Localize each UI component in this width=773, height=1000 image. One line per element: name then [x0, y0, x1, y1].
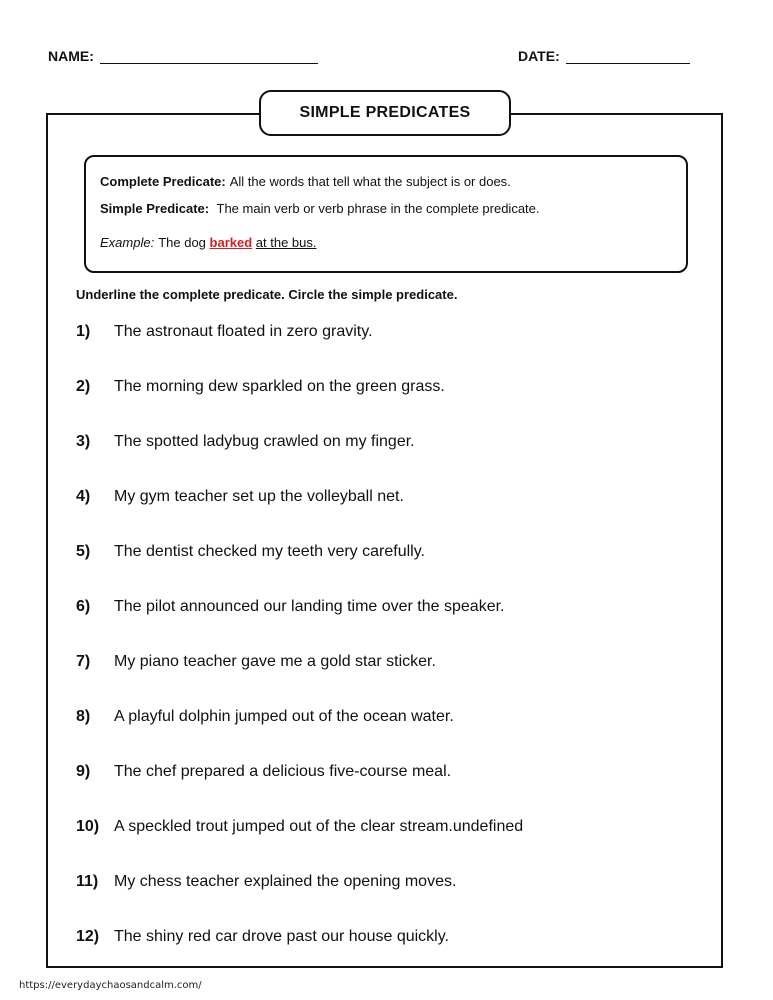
example-sentence [100, 235, 317, 250]
sentence-item[interactable] [76, 873, 696, 928]
sentence-item[interactable] [76, 928, 696, 983]
worksheet-title: SIMPLE PREDICATES [259, 90, 511, 136]
sentence-text[interactable]: The chef prepared a delicious five-course meal. [114, 763, 452, 780]
sentence-number: 2) [76, 378, 91, 395]
sentence-item[interactable] [76, 543, 696, 598]
sentence-text[interactable]: My chess teacher explained the opening moves. [114, 873, 457, 890]
sentence-number: 11) [76, 873, 99, 890]
date-label: DATE: [518, 48, 560, 64]
sentence-number: 4) [76, 488, 91, 505]
example-predicate-rest: at the bus. [255, 235, 317, 250]
sentence-number: 1) [76, 323, 91, 340]
sentence-number: 5) [76, 543, 91, 560]
sentence-item[interactable] [76, 653, 696, 708]
sentence-text[interactable]: The morning dew sparkled on the green grass. [114, 378, 445, 395]
example-label: Example: [100, 235, 155, 250]
sentence-text[interactable]: The astronaut floated in zero gravity. [114, 323, 373, 340]
sentence-text[interactable]: A playful dolphin jumped out of the ocean water. [114, 708, 454, 725]
definitions-box [84, 155, 688, 273]
sentence-number: 8) [76, 708, 91, 725]
sentence-text[interactable]: The pilot announced our landing time over the speaker. [114, 598, 505, 615]
sentence-item[interactable] [76, 818, 696, 873]
sentence-text[interactable]: The dentist checked my teeth very carefully. [114, 543, 425, 560]
date-field [518, 47, 690, 64]
sentence-number: 12) [76, 928, 100, 945]
sentence-item[interactable] [76, 433, 696, 488]
simple-predicate-term: Simple Predicate: [100, 201, 210, 216]
complete-predicate-definition [100, 174, 511, 189]
sentence-number: 3) [76, 433, 91, 450]
sentence-number: 7) [76, 653, 91, 670]
sentence-number: 9) [76, 763, 91, 780]
simple-predicate-text: The main verb or verb phrase in the complete predicate. [216, 201, 540, 216]
complete-predicate-text: All the words that tell what the subject is or does. [229, 174, 511, 189]
sentence-text[interactable]: My piano teacher gave me a gold star sticker. [114, 653, 436, 670]
simple-predicate-definition [100, 201, 540, 216]
footer-url: https://everydaychaosandcalm.com/ [19, 980, 202, 991]
sentence-text[interactable]: The shiny red car drove past our house quickly. [114, 928, 449, 945]
sentence-item[interactable] [76, 708, 696, 763]
date-blank-line[interactable] [566, 47, 690, 64]
name-label: NAME: [48, 48, 94, 64]
sentence-item[interactable] [76, 323, 696, 378]
sentence-text[interactable]: A speckled trout jumped out of the clear stream.undefined [114, 818, 524, 835]
sentence-number: 10) [76, 818, 100, 835]
instructions: Underline the complete predicate. Circle the simple predicate. [76, 287, 458, 302]
sentence-number: 6) [76, 598, 91, 615]
example-subject: The dog [158, 235, 206, 250]
name-field [48, 47, 318, 64]
sentence-item[interactable] [76, 488, 696, 543]
sentence-item[interactable] [76, 763, 696, 818]
sentence-item[interactable] [76, 598, 696, 653]
sentence-text[interactable]: My gym teacher set up the volleyball net. [114, 488, 404, 505]
sentence-list [76, 323, 696, 983]
sentence-item[interactable] [76, 378, 696, 433]
complete-predicate-term: Complete Predicate: [100, 174, 226, 189]
example-simple-predicate: barked [209, 235, 253, 250]
sentence-text[interactable]: The spotted ladybug crawled on my finger. [114, 433, 415, 450]
name-blank-line[interactable] [100, 47, 318, 64]
